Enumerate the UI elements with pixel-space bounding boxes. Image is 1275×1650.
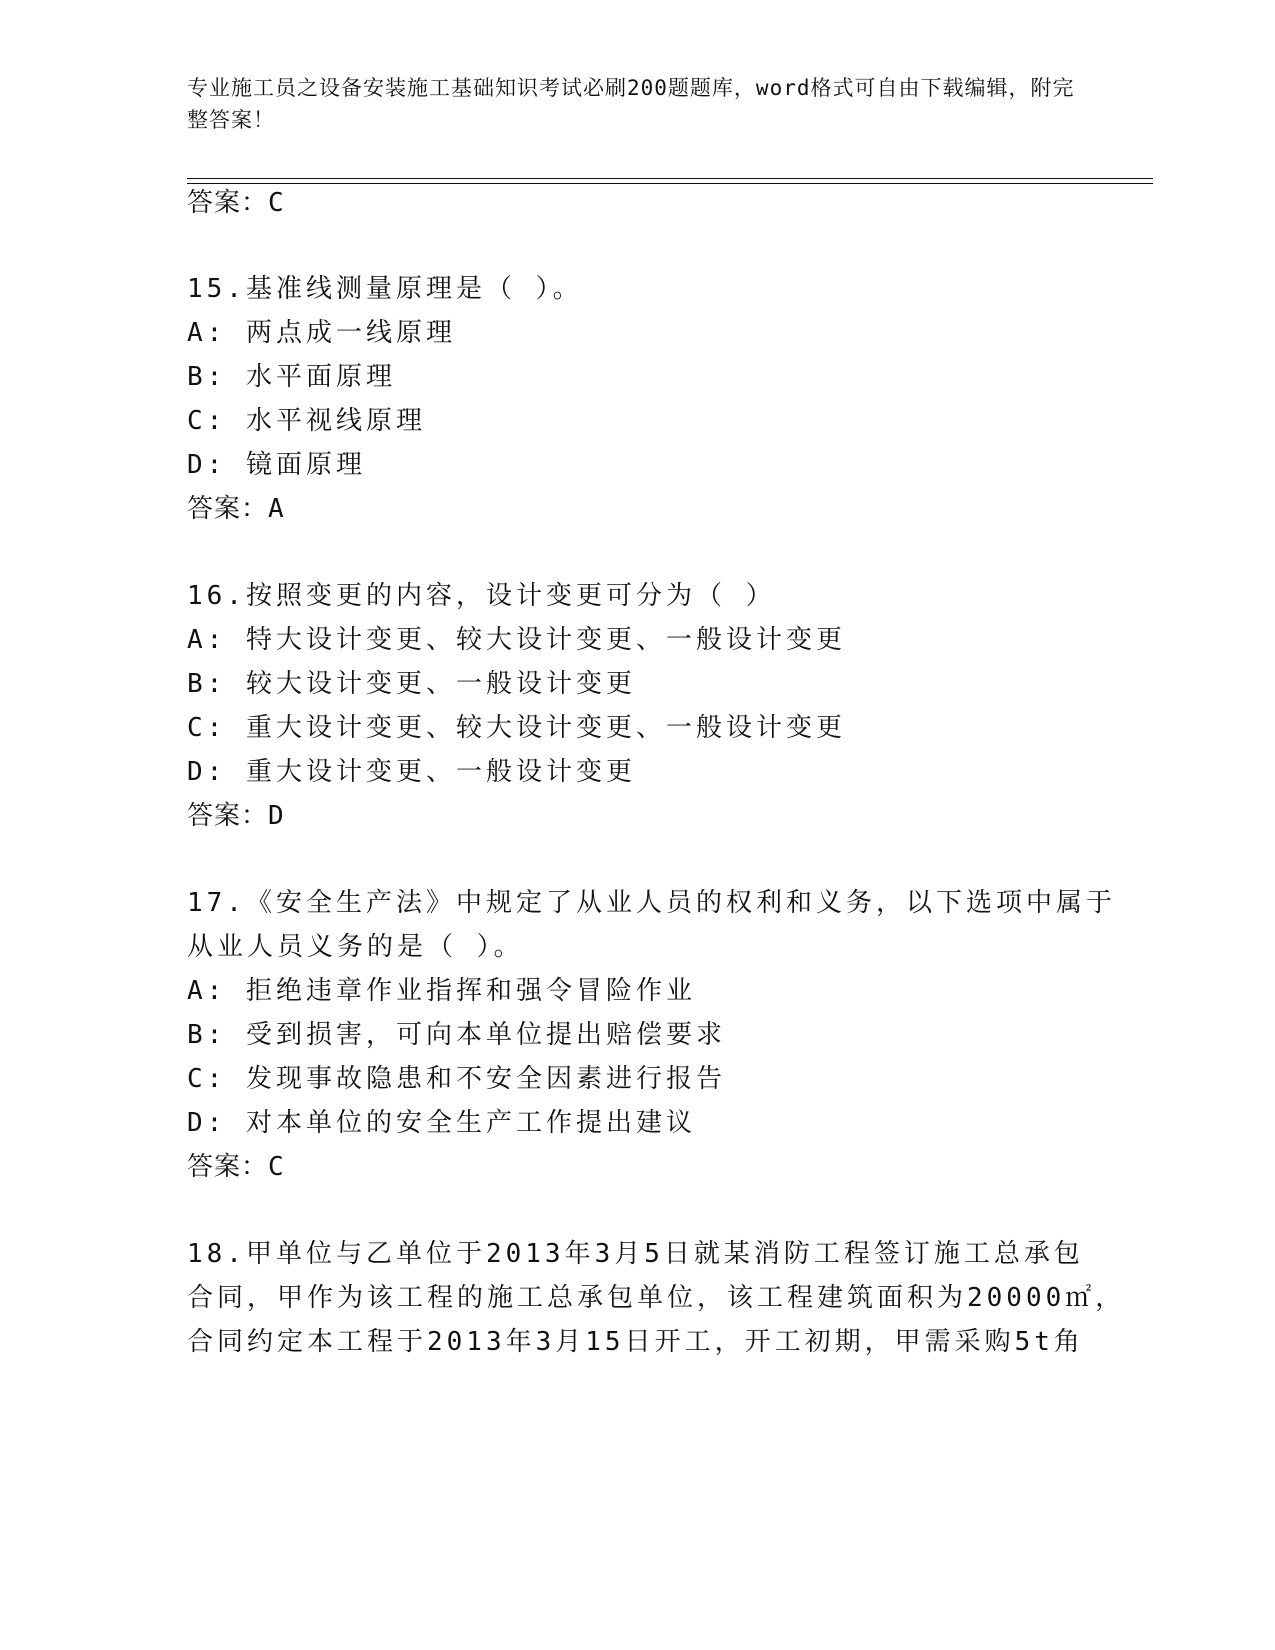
option-c: C: 水平视线原理 bbox=[187, 406, 426, 436]
option-d: D: 镜面原理 bbox=[187, 450, 366, 480]
option-c: C: 发现事故隐患和不安全因素进行报告 bbox=[187, 1064, 726, 1094]
option-b: B: 较大设计变更、一般设计变更 bbox=[187, 669, 636, 699]
answer-line: 答案：C bbox=[187, 1152, 285, 1182]
answer-line: 答案：A bbox=[187, 494, 285, 524]
option-a: A: 特大设计变更、较大设计变更、一般设计变更 bbox=[187, 625, 846, 655]
question-stem: 18.甲单位与乙单位于2013年3月5日就某消防工程签订施工总承包 bbox=[187, 1239, 1084, 1269]
question-stem: 16.按照变更的内容，设计变更可分为（ ） bbox=[187, 581, 776, 611]
question-stem-continued: 从业人员义务的是（ ）。 bbox=[187, 932, 524, 962]
document-header bbox=[187, 72, 1087, 136]
question-stem: 15.基准线测量原理是（ ）。 bbox=[187, 274, 583, 304]
option-d: D: 对本单位的安全生产工作提出建议 bbox=[187, 1108, 696, 1138]
option-c: C: 重大设计变更、较大设计变更、一般设计变更 bbox=[187, 713, 846, 743]
option-b: B: 受到损害，可向本单位提出赔偿要求 bbox=[187, 1020, 726, 1050]
option-b: B: 水平面原理 bbox=[187, 362, 396, 392]
option-a: A: 拒绝违章作业指挥和强令冒险作业 bbox=[187, 976, 696, 1006]
answer-line: 答案：D bbox=[187, 801, 285, 831]
option-d: D: 重大设计变更、一般设计变更 bbox=[187, 757, 636, 787]
header-rule-bottom bbox=[187, 183, 1153, 184]
header-title: 专业施工员之设备安装施工基础知识考试必刷200题题库，word格式可自由下载编辑，附完整答案！ bbox=[187, 76, 1075, 132]
option-a: A: 两点成一线原理 bbox=[187, 318, 456, 348]
answer-line: 答案：C bbox=[187, 188, 285, 218]
question-stem: 17.《安全生产法》中规定了从业人员的权利和义务，以下选项中属于 bbox=[187, 888, 1116, 918]
question-stem-continued: 合同，甲作为该工程的施工总承包单位，该工程建筑面积为20000㎡， bbox=[187, 1283, 1126, 1313]
header-rule-top bbox=[187, 178, 1153, 179]
question-stem-continued: 合同约定本工程于2013年3月15日开工，开工初期，甲需采购5t角 bbox=[187, 1327, 1084, 1357]
